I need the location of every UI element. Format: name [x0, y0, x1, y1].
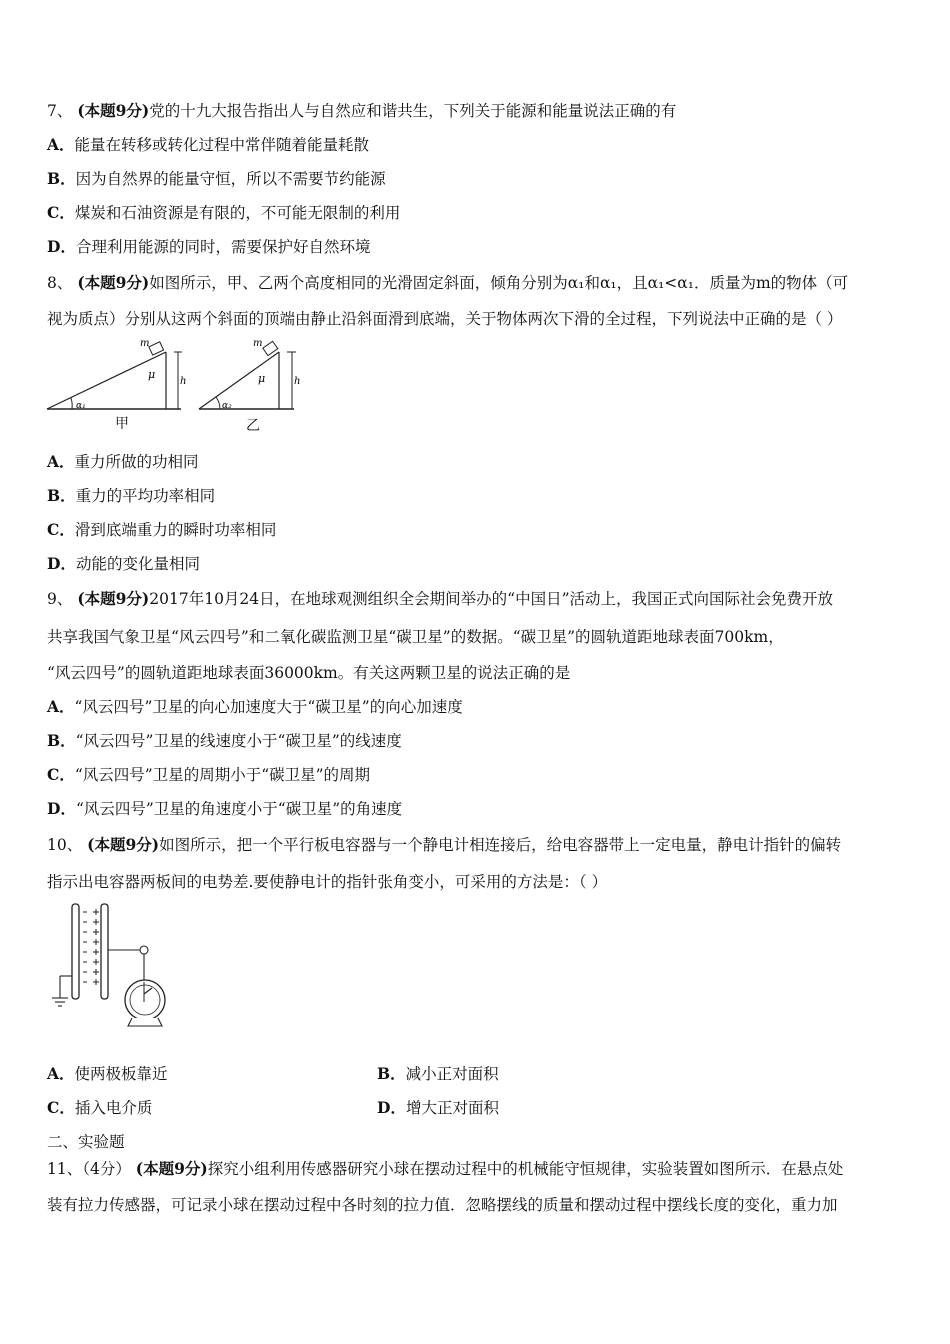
option-text: “风云四号”卫星的线速度小于“碳卫星”的线速度 — [75, 732, 402, 750]
option-text: 滑到底端重力的瞬时功率相同 — [74, 521, 277, 539]
option-text: 合理利用能源的同时，需要保护好自然环境 — [75, 238, 371, 256]
mass-label: m — [140, 338, 150, 349]
option-letter: B． — [47, 169, 76, 188]
q7-stem: 党的十九大报告指出人与自然应和谐共生，下列关于能源和能量说法正确的有 — [149, 102, 677, 120]
q10-option-a — [47, 1063, 168, 1085]
inclined-planes-figure — [44, 338, 314, 434]
q11-score: （4分） — [82, 1160, 131, 1178]
q9-option-d — [47, 798, 402, 820]
option-letter: A． — [47, 1064, 75, 1083]
q9-tag: (本题9分) — [77, 589, 150, 608]
plus-signs — [93, 909, 99, 985]
q9-stem-1: 2017年10月24日，在地球观测组织全会期间举办的“中国日”活动上，我国正式向国际社会免费开放 — [149, 590, 834, 608]
q9-option-b — [47, 730, 402, 752]
q11-number: 11、 — [47, 1160, 83, 1178]
option-text: 重力的平均功率相同 — [75, 487, 216, 505]
mu-label: μ — [258, 372, 266, 385]
q8-option-c — [47, 519, 276, 541]
q8-stem-1: 如图所示，甲、乙两个高度相同的光滑固定斜面，倾角分别为α₁和α₁，且α₁<α₁．质量为m的物体（可 — [149, 274, 849, 292]
q7-number: 7、 — [47, 102, 73, 120]
option-text: 因为自然界的能量守恒，所以不需要节约能源 — [75, 170, 386, 188]
q8-option-a — [47, 451, 199, 473]
q8-option-b — [47, 485, 215, 507]
q11-tag: (本题9分) — [135, 1159, 208, 1178]
q9-option-a — [47, 696, 463, 718]
option-text: 增大正对面积 — [405, 1099, 499, 1117]
q8-stem-line1 — [47, 272, 848, 294]
q8-stem-2: 视为质点）分别从这两个斜面的顶端由静止沿斜面滑到底端，关于物体两次下滑的全过程，下列说法中正确的是（ ） — [47, 310, 843, 328]
option-text: “风云四号”卫星的角速度小于“碳卫星”的角速度 — [75, 800, 403, 818]
q11-stem-1: 探究小组利用传感器研究小球在摆动过程中的机械能守恒规律，实验装置如图所示．在悬点处 — [207, 1160, 844, 1178]
q10-stem-1: 如图所示，把一个平行板电容器与一个静电计相连接后，给电容器带上一定电量，静电计指针的偏转 — [159, 836, 842, 854]
q9-option-c — [47, 764, 370, 786]
block-icon — [263, 341, 278, 355]
option-letter: B． — [47, 731, 76, 750]
q7-stem-line — [47, 100, 676, 122]
section-title: 二、实验题 — [47, 1133, 125, 1151]
q8-option-d — [47, 553, 200, 575]
positive-plate — [101, 904, 108, 999]
option-letter: A． — [47, 452, 75, 471]
option-letter: C． — [47, 203, 75, 222]
q9-number: 9、 — [47, 590, 73, 608]
q9-stem-3: “风云四号”的圆轨道距地球表面36000km。有关这两颗卫星的说法正确的是 — [47, 664, 571, 682]
q7-option-c — [47, 202, 400, 224]
q9-stem-line2 — [47, 626, 784, 648]
option-letter: C． — [47, 1098, 75, 1117]
option-letter: B． — [47, 486, 76, 505]
q11-stem-line1 — [47, 1158, 843, 1180]
block-icon — [149, 342, 164, 355]
q8-stem-line2 — [47, 308, 842, 330]
electrometer-knob — [140, 946, 148, 954]
option-letter: B． — [377, 1064, 406, 1083]
ground-icon — [52, 998, 68, 1006]
mass-label: m — [253, 338, 263, 349]
option-text: 能量在转移或转化过程中常伴随着能量耗散 — [74, 136, 370, 154]
q7-option-a — [47, 134, 369, 156]
q10-option-c — [47, 1097, 152, 1119]
electrometer-base — [128, 1018, 162, 1026]
option-text: 煤炭和石油资源是有限的，不可能无限制的利用 — [74, 204, 401, 222]
q10-stem-line2 — [47, 871, 607, 893]
q11-stem-line2 — [47, 1194, 838, 1216]
option-letter: A． — [47, 135, 75, 154]
incline-yi — [199, 338, 300, 411]
option-text: 减小正对面积 — [405, 1065, 499, 1083]
option-letter: D． — [377, 1098, 406, 1117]
q9-stem-line1 — [47, 588, 833, 610]
q10-tag: (本题9分) — [87, 835, 160, 854]
figure-caption-jia: 甲 — [115, 416, 129, 432]
option-letter: A． — [47, 697, 75, 716]
q11-stem-2: 装有拉力传感器，可记录小球在摆动过程中各时刻的拉力值．忽略摆线的质量和摆动过程中摆线长度的变化，重力加 — [47, 1196, 838, 1214]
q8-number: 8、 — [47, 274, 73, 292]
q7-tag: (本题9分) — [77, 101, 150, 120]
q9-stem-2: 共享我国气象卫星“风云四号”和二氧化碳监测卫星“碳卫星”的数据。“碳卫星”的圆轨道距地球表面700km， — [47, 628, 784, 646]
option-letter: D． — [47, 554, 76, 573]
option-text: 使两极板靠近 — [74, 1065, 168, 1083]
q7-option-d — [47, 236, 370, 258]
angle-label: α₂ — [222, 401, 232, 411]
capacitor-electrometer-figure — [44, 898, 184, 1033]
minus-signs — [83, 912, 87, 982]
option-letter: D． — [47, 237, 76, 256]
option-letter: D． — [47, 799, 76, 818]
q10-number: 10、 — [47, 836, 83, 854]
q10-stem-line1 — [47, 834, 841, 856]
negative-plate — [72, 904, 79, 999]
q10-option-b — [377, 1063, 499, 1085]
option-letter: C． — [47, 520, 75, 539]
height-label: h — [180, 376, 187, 387]
q9-stem-line3 — [47, 662, 570, 684]
incline-jia — [47, 338, 186, 411]
option-text: “风云四号”卫星的向心加速度大于“碳卫星”的向心加速度 — [74, 698, 463, 716]
q8-tag: (本题9分) — [77, 273, 150, 292]
figure-caption-yi: 乙 — [246, 418, 260, 434]
q7-option-b — [47, 168, 386, 190]
option-text: 插入电介质 — [74, 1099, 153, 1117]
option-letter: C． — [47, 765, 75, 784]
option-text: 动能的变化量相同 — [75, 555, 200, 573]
mu-label: μ — [148, 368, 156, 381]
electrometer-housing — [125, 980, 165, 1020]
q10-stem-2: 指示出电容器两板间的电势差.要使静电计的指针张角变小，可采用的方法是：（ ） — [47, 873, 608, 891]
height-label: h — [294, 376, 301, 387]
q10-option-d — [377, 1097, 499, 1119]
option-text: “风云四号”卫星的周期小于“碳卫星”的周期 — [74, 766, 371, 784]
option-text: 重力所做的功相同 — [74, 453, 199, 471]
angle-label: α₁ — [76, 401, 86, 411]
